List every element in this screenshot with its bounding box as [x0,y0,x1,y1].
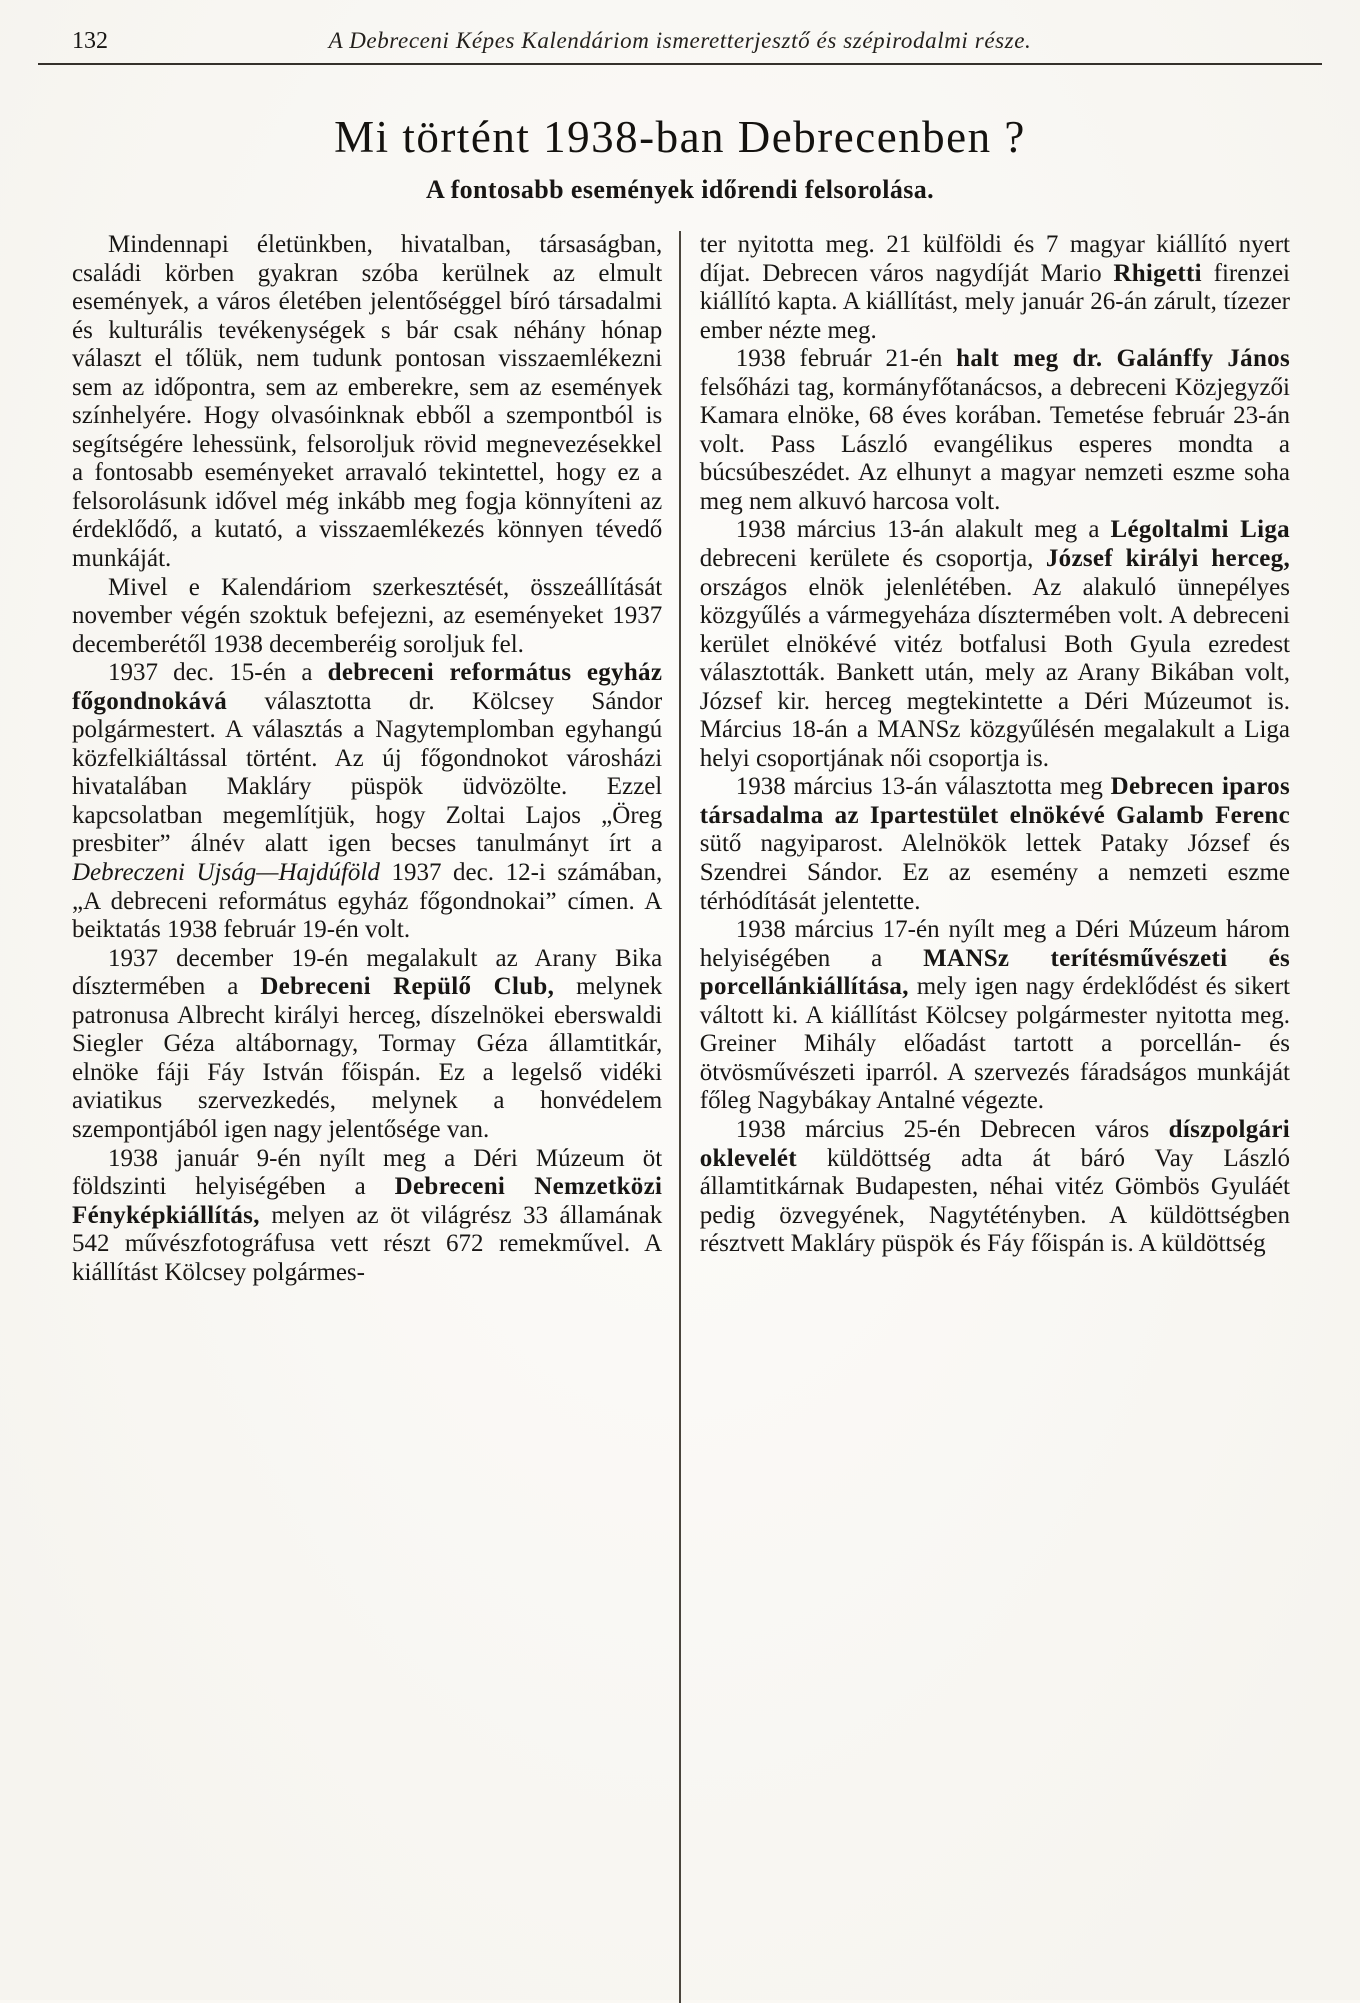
text-run: melyen az öt világrész 33 államának 542 művészfotográfusa vett részt 672 remekművel. A kiállítást Kölcsey polgármes- [72,1201,663,1286]
text-run: 1937 december 19-én megalakult az Arany Bika dísztermében a [72,944,663,1001]
text-run: küldöttség adta át báró Vay László államtitkárnak Budapesten, néhai vitéz Gömbös Gyuláét pedig özvegyének, Nagytétényben. A küldöttségben résztvett Makláry püspök és Fáy főispán is. A küldöttség [699,1144,1290,1258]
bold-text-run: Debrecen iparos társadalma az Ipartestület elnökévé Galamb Ferenc [699,773,1290,829]
article-title: Mi történt 1938-ban Debrecenben ? [334,112,1026,162]
column-left [72,231,679,2003]
text-run: választotta dr. Kölcsey Sándor polgármestert. A választás a Nagytemplomban egyhangú közfelkiáltással történt. Az új főgondnokot városházi hivatalában Makláry püspök üdvözölte. Ezzel kapcsolatban megemlítjük, hogy Zoltai Lajos „Öreg presbiter” álnév alatt igen becses tanulmányt írt a [72,687,663,858]
italic-text-run: Debreczeni Ujság—Hajdúföld [72,859,380,887]
text-run: melynek patronusa Albrecht királyi herceg, díszelnökei eberswaldi Siegler Géza altábornagy, Tormay Géza államtitkár, elnöke fáji Fáy István főispán. Ez a legelső vidéki aviatikus szervezkedés, melynek a honvédelem szempontjából igen nagy jelentősége van. [72,973,663,1143]
text-run: Mindennapi életünkben, hivatalban, társaságban, családi körben gyakran szóba kerülnek az elmult események, a város életében jelentőséggel bíró társadalmi és kulturális tevékenységek s bár csak néhány hónap választ el tőlük, nem tudunk pontosan visszaemlékezni sem az időpontra, sem az emberekre, sem az események színhelyére. Hogy olvasóinknak ebből a szempontból is segítségére lehessünk, felsoroljuk rövid megnevezésekkel a fontosabb eseményeket arravaló tekintettel, hogy ez a felsorolásunk idővel még inkább meg fogja könnyíteni az érdeklődő, a kutató, a visszaemlékezés könnyen tévedő munkáját. [72,231,663,573]
text-run: felsőházi tag, kormányfőtanácsos, a debreceni Közjegyzői Kamara elnöke, 68 éves korában. Temetése február 23-án volt. Pass László evangélikus esperes mondta a búcsúbeszédet. Az elhunyt a magyar nemzeti eszme soha meg nem alkuvó harcosa volt. [699,373,1290,515]
paragraph [72,659,662,944]
paragraph [700,231,1290,345]
text-run: mely igen nagy érdeklődést és sikert váltott ki. A kiállítást Kölcsey polgármester nyitotta meg. Greiner Mihály előadást tartott a porcellán- és ötvösművészeti iparról. A szervezés fáradságos munkáját főleg Nagybákay Antalné végezte. [699,973,1290,1115]
bold-text-run: debreceni református egyház főgondnokává [72,659,663,715]
header-rule [38,63,1322,65]
paragraph [700,1116,1290,1259]
text-run: 1938 március 13-án választotta meg [735,773,1111,801]
text-run: 1938 március 17-én nyílt meg a Déri Múzeum három helyiségében a [699,916,1290,972]
running-header-title: A Debreceni Képes Kalendáriom ismeretterjesztő és szépirodalmi része. [328,28,1032,53]
page-number: 132 [72,28,108,54]
text-run: firenzei kiállító kapta. A kiállítást, mely január 26-án zárult, tízezer ember nézte meg. [699,259,1290,344]
text-run: 1937 dec. 15-én a [108,659,328,687]
paragraph [700,516,1290,773]
text-run: debreceni kerülete és csoportja, [699,545,1046,573]
paragraph [700,773,1290,916]
bold-text-run: díszpolgári oklevelét [699,1115,1290,1172]
text-run: 1938 február 21-én [735,345,957,373]
two-column-text-area [0,231,1360,2003]
article-subtitle: A fontosabb események időrendi felsorolása. [425,175,935,204]
bold-text-run: Légoltalmi Liga [1110,516,1290,544]
text-run: 1938 január 9-én nyílt meg a Déri Múzeum öt földszinti helyiségében a [72,1144,663,1201]
bold-text-run: József királyi herceg, [1045,545,1290,573]
text-run: országos elnök jelenlétében. Az alakuló ünnepélyes közgyűlés a vármegyeháza dísztermében volt. A debreceni kerület elnökévé vitéz botfalusi Both Gyula ezredest választották. Bankett után, mely az Arany Bikában volt, József kir. herceg megtekintette a Déri Múzeumot is. Március 18-án a MANSz közgyűlésén megalakult a Liga helyi csoportjának női csoportja is. [699,573,1290,772]
bold-text-run: Rhigetti [1113,259,1202,287]
bold-text-run: MANSz terítésművészeti és porcellánkiállítása, [699,944,1290,1001]
running-header [0,0,1360,54]
paragraph [700,345,1290,516]
paragraph [700,916,1290,1116]
bold-text-run: Debreceni Nemzetközi Fényképkiállítás, [72,1173,663,1229]
text-run: 1938 március 25-én Debrecen város [735,1115,1169,1143]
paragraph [72,574,662,660]
text-run: Mivel e Kalendáriom szerkesztését, összeállítását november végén szoktuk befejezni, az eseményeket 1937 decemberétől 1938 decemberéig soroljuk fel. [72,573,663,658]
text-run: ter nyitotta meg. 21 külföldi és 7 magyar kiállító nyert díjat. Debrecen város nagydíját Mario [699,231,1290,287]
bold-text-run: halt meg dr. Galánffy János [956,345,1290,373]
column-right [681,231,1290,2003]
bold-text-run: Debreceni Repülő Club, [260,973,555,1001]
text-run: sütő nagyiparost. Alelnökök lettek Pataky József és Szendrei Sándor. Ez az esemény a nemzeti eszme térhódítását jelentette. [699,830,1290,915]
paragraph [72,231,662,574]
text-run: 1937 dec. 12-i számában, „A debreceni református egyház főgondnokai” címen. A beiktatás 1938 február 19-én volt. [72,859,663,944]
paragraph [72,945,662,1145]
text-run: 1938 március 13-án alakult meg a [735,516,1111,544]
paragraph [72,1145,662,1288]
